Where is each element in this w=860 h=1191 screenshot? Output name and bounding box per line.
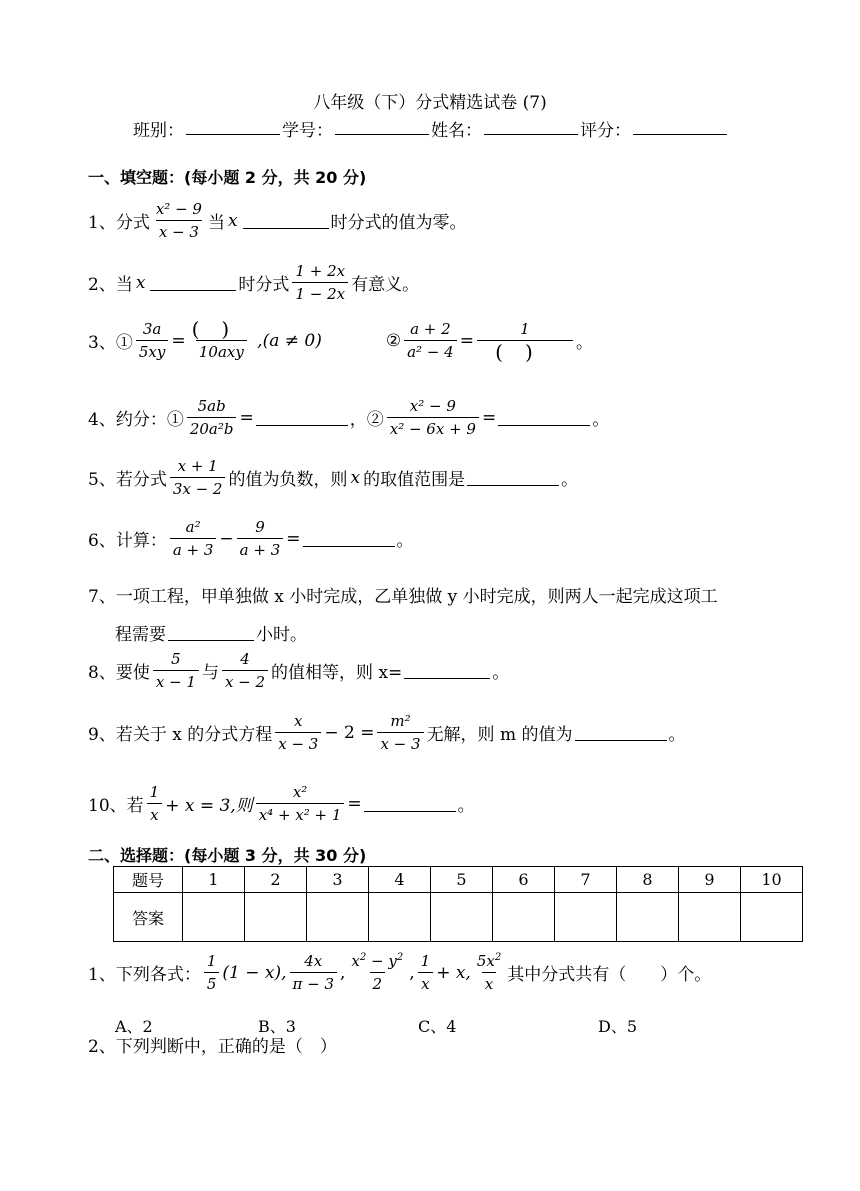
question-4: 4、约分：① $\frac{5ab}{\text{20a²b}}$ = ，② $\frac{\text{x² − 9}}{\text{x² − 6x + 9}}$ = 。: [88, 397, 610, 438]
answer-label: 答案: [114, 893, 183, 942]
q6-fraction-a: $\frac{\text{a²}}{a + 3}$: [170, 518, 217, 559]
q8-fraction-b: $\frac{4}{x - 2}$: [222, 650, 268, 691]
q10-fraction-b: $\frac{\text{x²}}{\text{x⁴ + x² + 1}}$: [256, 783, 345, 824]
question-5: 5、若分式 $\frac{x + 1}{3x - 2}$ 的值为负数，则 x 的取值范围是 。: [88, 457, 579, 498]
answer-cell[interactable]: [555, 893, 617, 942]
q5-answer-blank[interactable]: [467, 469, 559, 486]
answer-table-header-row: 题号 1 2 3 4 5 6 7 8 9 10: [114, 867, 803, 893]
answer-cell[interactable]: [493, 893, 555, 942]
q7-answer-blank[interactable]: [168, 624, 254, 641]
question-3: 3、① $\frac{3a}{5xy}$ = $\frac{()}{\text{10axy}}$ ,(a ≠ 0) ② $\frac{a + 2}{\text{a² − 4}}$ = $\frac{1}{()}$ 。: [88, 317, 593, 364]
question-8: 8、要使 $\frac{5}{x - 1}$ 与 $\frac{4}{x - 2}$ 的值相等，则 x= 。: [88, 650, 510, 691]
q9-fraction-a: $\frac{x}{x - 3}$: [275, 712, 321, 753]
q10-fraction-a: $\frac{1}{x}$: [147, 783, 163, 824]
option-d[interactable]: D、5: [598, 1017, 638, 1036]
question-2: 2、当 x 时分式 $\frac{1 + 2x}{1 - 2x}$ 有意义。: [88, 262, 420, 303]
id-label: 学号：: [282, 121, 333, 141]
class-blank[interactable]: [186, 116, 280, 135]
q2-answer-blank[interactable]: [150, 274, 236, 291]
exam-title: 八年级（下）分式精选试卷 (7): [313, 93, 547, 113]
q3-fraction-c: $\frac{a + 2}{\text{a² − 4}}$: [404, 320, 457, 361]
q8-fraction-a: $\frac{5}{x - 1}$: [153, 650, 199, 691]
question-10: 10、若 $\frac{1}{x}$ + x = 3,则 $\frac{\text{x²}}{\text{x⁴ + x² + 1}}$ = 。: [88, 783, 475, 824]
answer-table-answer-row: [114, 893, 803, 942]
q8-answer-blank[interactable]: [404, 662, 490, 679]
class-label: 班别：: [133, 121, 184, 141]
q9-answer-blank[interactable]: [575, 724, 667, 741]
student-info-line: [133, 116, 729, 141]
section-choice-heading: 二、选择题：(每小题 3 分，共 30 分): [88, 846, 367, 865]
q4-answer-blank-2[interactable]: [498, 409, 590, 426]
choice-question-2: 2、下列判断中，正确的是（ ）: [88, 1037, 337, 1057]
q3-fraction-a: $\frac{3a}{5xy}$: [136, 320, 168, 361]
option-a[interactable]: A、2: [115, 1017, 153, 1036]
q4-answer-blank-1[interactable]: [256, 409, 348, 426]
name-blank[interactable]: [484, 116, 578, 135]
score-label: 评分：: [580, 121, 631, 141]
question-1: 1、分式 $\frac{\text{x² − 9}}{x - 3}$ 当 x 时分式的值为零。: [88, 200, 467, 241]
option-b[interactable]: B、3: [258, 1017, 296, 1036]
answer-table: [113, 866, 803, 942]
q3-blank-denominator[interactable]: (): [477, 340, 573, 361]
option-c[interactable]: C、4: [418, 1017, 457, 1036]
q2-fraction: $\frac{1 + 2x}{1 - 2x}$: [292, 262, 348, 303]
answer-cell[interactable]: [183, 893, 245, 942]
q1-prefix: 1、分式: [88, 213, 150, 233]
answer-cell[interactable]: [741, 893, 803, 942]
q9-fraction-b: $\frac{\text{m²}}{x - 3}$: [377, 712, 423, 753]
id-blank[interactable]: [335, 116, 429, 135]
question-6: 6、计算： $\frac{\text{a²}}{a + 3}$ − $\frac{9}{a + 3}$ = 。: [88, 518, 414, 559]
choice-question-1: 1、下列各式： $\frac{1}{5}$ (1 − x), $\frac{4x}{\pi - 3}$ , $\frac{x^2 - y^2}{2}$ , $\frac{1}{x}$ + x, $\frac{5x^2}{x}$ 其中分式共有（ ）个。: [88, 952, 712, 993]
answer-cell[interactable]: [307, 893, 369, 942]
q6-answer-blank[interactable]: [303, 530, 395, 547]
answer-cell[interactable]: [617, 893, 679, 942]
q1-fraction: $\frac{\text{x² − 9}}{x - 3}$: [155, 200, 202, 241]
answer-cell[interactable]: [679, 893, 741, 942]
answer-cell[interactable]: [245, 893, 307, 942]
name-label: 姓名：: [431, 121, 482, 141]
question-9: 9、若关于 x 的分式方程 $\frac{x}{x - 3}$ − 2 = $\frac{\text{m²}}{x - 3}$ 无解，则 m 的值为 。: [88, 712, 686, 753]
q3-blank-numerator[interactable]: (): [191, 317, 252, 341]
answer-cell[interactable]: [369, 893, 431, 942]
question-7-line-2: 程需要 小时。: [115, 625, 307, 645]
q6-fraction-b: $\frac{9}{a + 3}$: [237, 518, 284, 559]
q4-fraction-a: $\frac{5ab}{\text{20a²b}}$: [187, 397, 237, 438]
q3-fraction-b: $\frac{()}{\text{10axy}}$: [189, 320, 255, 361]
q5-fraction: $\frac{x + 1}{3x - 2}$: [170, 457, 226, 498]
q1-answer-blank[interactable]: [243, 212, 329, 229]
score-blank[interactable]: [633, 116, 727, 135]
question-number-label: 题号: [114, 867, 183, 893]
q10-answer-blank[interactable]: [364, 795, 456, 812]
q3-fraction-d: $\frac{1}{()}$: [477, 320, 573, 361]
q4-fraction-b: $\frac{\text{x² − 9}}{\text{x² − 6x + 9}}$: [387, 397, 479, 438]
question-7-line-1: 7、一项工程，甲单独做 x 小时完成，乙单独做 y 小时完成，则两人一起完成这项工: [88, 587, 718, 607]
answer-cell[interactable]: [431, 893, 493, 942]
section-fill-in-heading: 一、填空题：(每小题 2 分，共 20 分): [88, 168, 367, 187]
